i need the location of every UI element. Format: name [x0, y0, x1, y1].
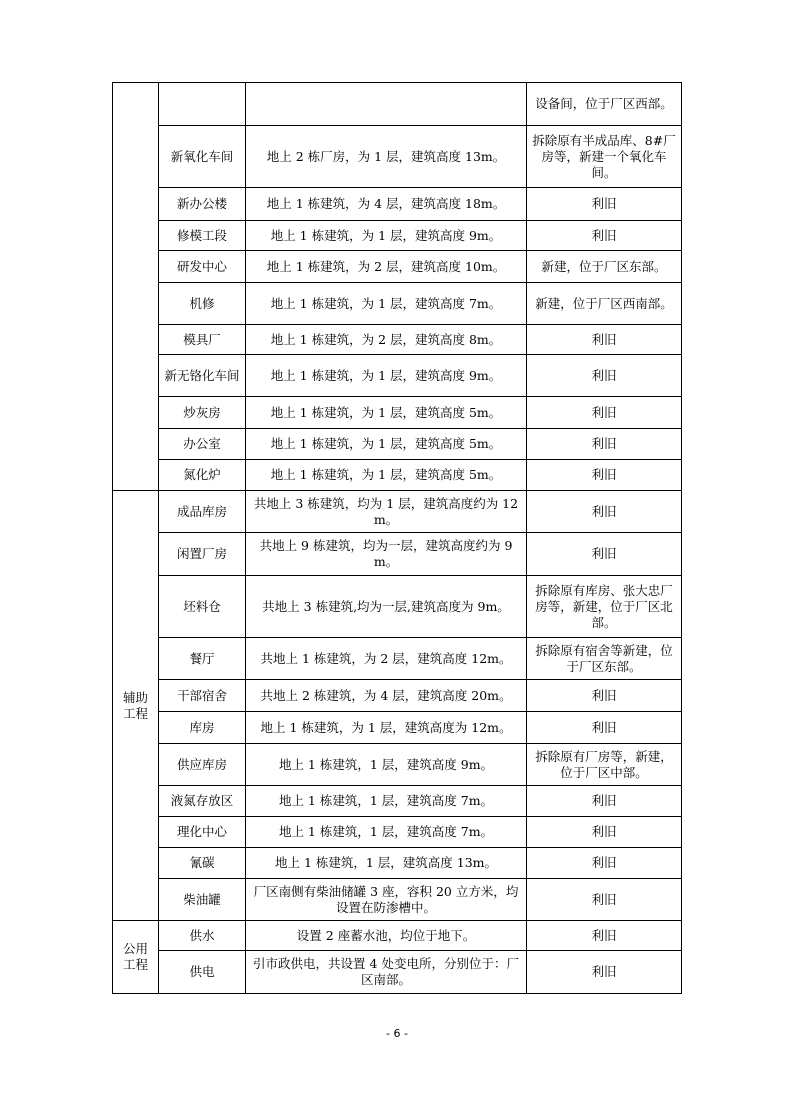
note-cell: 利旧 [527, 325, 682, 355]
note-cell: 新建，位于厂区东部。 [527, 251, 682, 283]
name-cell: 闲置厂房 [159, 533, 246, 576]
desc-cell: 地上 2 栋厂房，为 1 层，建筑高度 13m。 [246, 126, 527, 188]
table-row [113, 817, 682, 848]
note-cell: 利旧 [527, 533, 682, 576]
desc-cell: 地上 1 栋建筑，为 1 层，建筑高度 7m。 [246, 283, 527, 325]
name-cell: 机修 [159, 283, 246, 325]
note-cell: 利旧 [527, 712, 682, 744]
project-composition-table [112, 82, 682, 994]
name-cell [159, 83, 246, 126]
desc-cell: 地上 1 栋建筑，1 层，建筑高度 7m。 [246, 817, 527, 848]
table-row [113, 491, 682, 533]
note-cell: 拆除原有宿舍等新建，位于厂区东部。 [527, 638, 682, 680]
name-cell: 氰碳 [159, 848, 246, 879]
table-row [113, 951, 682, 994]
name-cell: 柴油罐 [159, 879, 246, 921]
desc-cell: 地上 1 栋建筑，为 4 层，建筑高度 18m。 [246, 188, 527, 221]
note-cell: 利旧 [527, 355, 682, 397]
desc-cell: 地上 1 栋建筑，为 2 层，建筑高度 10m。 [246, 251, 527, 283]
name-cell: 干部宿舍 [159, 680, 246, 712]
table-row [113, 638, 682, 680]
name-cell: 理化中心 [159, 817, 246, 848]
desc-cell: 地上 1 栋建筑，为 1 层，建筑高度 5m。 [246, 460, 527, 491]
table-row [113, 879, 682, 921]
table-row [113, 283, 682, 325]
name-cell: 供电 [159, 951, 246, 994]
name-cell: 修模工段 [159, 221, 246, 251]
table-row [113, 355, 682, 397]
desc-cell: 设置 2 座蓄水池，均位于地下。 [246, 921, 527, 951]
desc-cell: 地上 1 栋建筑，为 1 层，建筑高度 9m。 [246, 355, 527, 397]
table-row [113, 221, 682, 251]
desc-cell: 地上 1 栋建筑，1 层，建筑高度 9m。 [246, 744, 527, 786]
table-row [113, 429, 682, 460]
note-cell: 利旧 [527, 951, 682, 994]
name-cell: 成品库房 [159, 491, 246, 533]
note-cell: 利旧 [527, 921, 682, 951]
category-cell [113, 83, 159, 491]
note-cell: 拆除原有半成品库、8#厂房等，新建一个氧化车间。 [527, 126, 682, 188]
table-row [113, 188, 682, 221]
desc-cell: 引市政供电，共设置 4 处变电所，分别位于：厂区南部。 [246, 951, 527, 994]
desc-cell [246, 83, 527, 126]
note-cell: 利旧 [527, 848, 682, 879]
name-cell: 新办公楼 [159, 188, 246, 221]
table-row [113, 126, 682, 188]
table-row [113, 325, 682, 355]
category-cell-public: 公用工程 [113, 921, 159, 994]
desc-cell: 地上 1 栋建筑，为 1 层，建筑高度 5m。 [246, 397, 527, 429]
note-cell: 利旧 [527, 786, 682, 817]
note-cell: 拆除原有库房、张大忠厂房等，新建，位于厂区北部。 [527, 576, 682, 638]
note-cell: 利旧 [527, 188, 682, 221]
note-cell: 利旧 [527, 221, 682, 251]
name-cell: 研发中心 [159, 251, 246, 283]
name-cell: 库房 [159, 712, 246, 744]
name-cell: 新无铬化车间 [159, 355, 246, 397]
name-cell: 办公室 [159, 429, 246, 460]
table-row [113, 786, 682, 817]
desc-cell: 地上 1 栋建筑，为 1 层，建筑高度 5m。 [246, 429, 527, 460]
note-cell: 利旧 [527, 817, 682, 848]
name-cell: 坯料仓 [159, 576, 246, 638]
note-cell: 利旧 [527, 397, 682, 429]
note-cell: 设备间，位于厂区西部。 [527, 83, 682, 126]
table-row [113, 680, 682, 712]
name-cell: 氮化炉 [159, 460, 246, 491]
note-cell: 利旧 [527, 460, 682, 491]
note-cell: 利旧 [527, 879, 682, 921]
category-cell-auxiliary: 辅助工程 [113, 491, 159, 921]
desc-cell: 共地上 9 栋建筑，均为一层，建筑高度约为 9m。 [246, 533, 527, 576]
table-row [113, 397, 682, 429]
note-cell: 利旧 [527, 491, 682, 533]
desc-cell: 厂区南侧有柴油储罐 3 座，容积 20 立方米，均设置在防渗槽中。 [246, 879, 527, 921]
table-row [113, 83, 682, 126]
table-row [113, 251, 682, 283]
desc-cell: 共地上 3 栋建筑,均为一层,建筑高度为 9m。 [246, 576, 527, 638]
desc-cell: 地上 1 栋建筑，为 1 层，建筑高度为 12m。 [246, 712, 527, 744]
table-row [113, 848, 682, 879]
desc-cell: 地上 1 栋建筑，为 2 层，建筑高度 8m。 [246, 325, 527, 355]
table-row [113, 712, 682, 744]
table-row [113, 576, 682, 638]
desc-cell: 共地上 1 栋建筑，为 2 层，建筑高度 12m。 [246, 638, 527, 680]
table-row [113, 744, 682, 786]
note-cell: 拆除原有厂房等，新建，位于厂区中部。 [527, 744, 682, 786]
desc-cell: 共地上 3 栋建筑，均为 1 层，建筑高度约为 12m。 [246, 491, 527, 533]
table-row [113, 460, 682, 491]
desc-cell: 地上 1 栋建筑，1 层，建筑高度 7m。 [246, 786, 527, 817]
name-cell: 炒灰房 [159, 397, 246, 429]
name-cell: 模具厂 [159, 325, 246, 355]
desc-cell: 共地上 2 栋建筑，为 4 层，建筑高度 20m。 [246, 680, 527, 712]
name-cell: 供应库房 [159, 744, 246, 786]
note-cell: 利旧 [527, 429, 682, 460]
name-cell: 新氧化车间 [159, 126, 246, 188]
table-row [113, 533, 682, 576]
page-number: - 6 - [386, 1027, 408, 1040]
name-cell: 液氮存放区 [159, 786, 246, 817]
name-cell: 餐厅 [159, 638, 246, 680]
table-row [113, 921, 682, 951]
desc-cell: 地上 1 栋建筑，为 1 层，建筑高度 9m。 [246, 221, 527, 251]
name-cell: 供水 [159, 921, 246, 951]
note-cell: 新建，位于厂区西南部。 [527, 283, 682, 325]
note-cell: 利旧 [527, 680, 682, 712]
desc-cell: 地上 1 栋建筑，1 层，建筑高度 13m。 [246, 848, 527, 879]
